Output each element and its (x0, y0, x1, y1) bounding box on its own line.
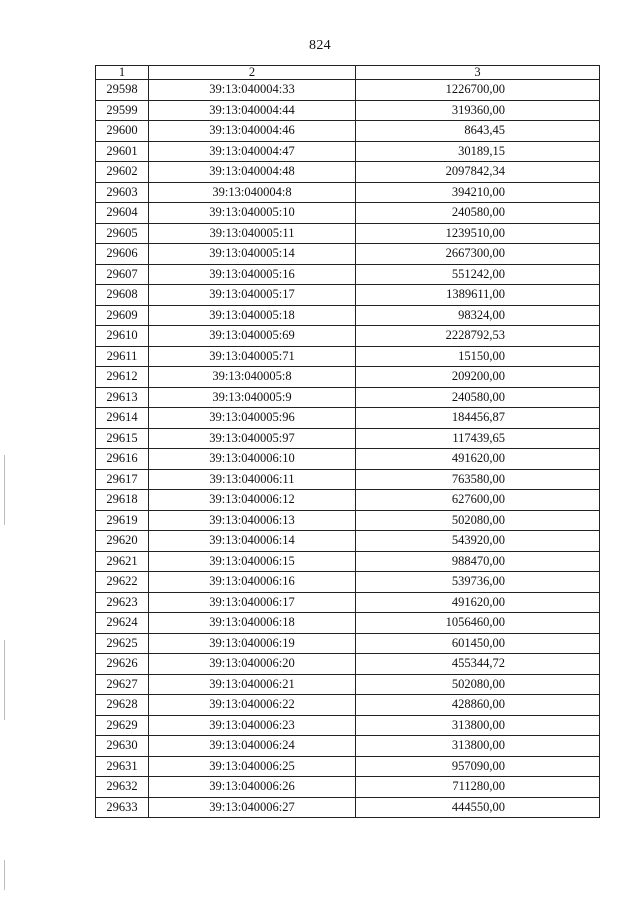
value-cell: 319360,00 (356, 100, 600, 121)
row-number-cell: 29617 (96, 469, 149, 490)
cadastral-number-cell: 39:13:040006:23 (149, 715, 356, 736)
cadastral-number-cell: 39:13:040005:9 (149, 387, 356, 408)
row-number-cell: 29601 (96, 141, 149, 162)
row-number-cell: 29618 (96, 490, 149, 511)
table-row (96, 797, 600, 818)
cadastral-number-cell: 39:13:040006:11 (149, 469, 356, 490)
table-row (96, 449, 600, 470)
row-number-cell: 29609 (96, 305, 149, 326)
cadastral-number-cell: 39:13:040004:48 (149, 162, 356, 183)
table-row (96, 244, 600, 265)
table-row (96, 121, 600, 142)
value-cell: 240580,00 (356, 203, 600, 224)
cadastral-number-cell: 39:13:040006:21 (149, 674, 356, 695)
table-row (96, 715, 600, 736)
table-header (96, 66, 600, 80)
cadastral-number-cell: 39:13:040005:71 (149, 346, 356, 367)
cadastral-number-cell: 39:13:040006:16 (149, 572, 356, 593)
value-cell: 551242,00 (356, 264, 600, 285)
header-col-1: 1 (96, 66, 149, 80)
cadastral-number-cell: 39:13:040006:22 (149, 695, 356, 716)
value-cell: 117439,65 (356, 428, 600, 449)
cadastral-number-cell: 39:13:040006:15 (149, 551, 356, 572)
row-number-cell: 29625 (96, 633, 149, 654)
table-row (96, 100, 600, 121)
table-row (96, 387, 600, 408)
cadastral-number-cell: 39:13:040006:25 (149, 756, 356, 777)
value-cell: 313800,00 (356, 736, 600, 757)
table-row (96, 326, 600, 347)
table-row (96, 654, 600, 675)
cadastral-number-cell: 39:13:040005:8 (149, 367, 356, 388)
table-row (96, 469, 600, 490)
cadastral-number-cell: 39:13:040006:20 (149, 654, 356, 675)
cadastral-number-cell: 39:13:040004:44 (149, 100, 356, 121)
value-cell: 428860,00 (356, 695, 600, 716)
row-number-cell: 29599 (96, 100, 149, 121)
value-cell: 627600,00 (356, 490, 600, 511)
row-number-cell: 29605 (96, 223, 149, 244)
row-number-cell: 29624 (96, 613, 149, 634)
cadastral-number-cell: 39:13:040005:69 (149, 326, 356, 347)
cadastral-number-cell: 39:13:040006:17 (149, 592, 356, 613)
table-body (96, 80, 600, 818)
row-number-cell: 29612 (96, 367, 149, 388)
table-row (96, 674, 600, 695)
value-cell: 8643,45 (356, 121, 600, 142)
row-number-cell: 29614 (96, 408, 149, 429)
row-number-cell: 29630 (96, 736, 149, 757)
cadastral-number-cell: 39:13:040006:24 (149, 736, 356, 757)
table-row (96, 182, 600, 203)
value-cell: 98324,00 (356, 305, 600, 326)
row-number-cell: 29622 (96, 572, 149, 593)
row-number-cell: 29598 (96, 80, 149, 101)
value-cell: 539736,00 (356, 572, 600, 593)
row-number-cell: 29633 (96, 797, 149, 818)
value-cell: 240580,00 (356, 387, 600, 408)
value-cell: 1389611,00 (356, 285, 600, 306)
table-row (96, 756, 600, 777)
cadastral-number-cell: 39:13:040005:18 (149, 305, 356, 326)
table-row (96, 531, 600, 552)
value-cell: 502080,00 (356, 510, 600, 531)
header-col-3: 3 (356, 66, 600, 80)
value-cell: 2228792,53 (356, 326, 600, 347)
page-number: 824 (309, 38, 331, 53)
value-cell: 502080,00 (356, 674, 600, 695)
row-number-cell: 29610 (96, 326, 149, 347)
cadastral-number-cell: 39:13:040006:27 (149, 797, 356, 818)
value-cell: 1239510,00 (356, 223, 600, 244)
table-row (96, 408, 600, 429)
row-number-cell: 29616 (96, 449, 149, 470)
table-row (96, 264, 600, 285)
row-number-cell: 29602 (96, 162, 149, 183)
header-row (96, 66, 600, 80)
cadastral-number-cell: 39:13:040004:33 (149, 80, 356, 101)
cadastral-number-cell: 39:13:040004:46 (149, 121, 356, 142)
cadastral-number-cell: 39:13:040006:14 (149, 531, 356, 552)
cadastral-number-cell: 39:13:040005:11 (149, 223, 356, 244)
row-number-cell: 29603 (96, 182, 149, 203)
row-number-cell: 29623 (96, 592, 149, 613)
table-row (96, 613, 600, 634)
row-number-cell: 29600 (96, 121, 149, 142)
table-row (96, 428, 600, 449)
row-number-cell: 29606 (96, 244, 149, 265)
cadastral-number-cell: 39:13:040005:10 (149, 203, 356, 224)
table-row (96, 346, 600, 367)
cadastral-number-cell: 39:13:040005:16 (149, 264, 356, 285)
row-number-cell: 29631 (96, 756, 149, 777)
table-row (96, 633, 600, 654)
scan-margin-line (4, 860, 5, 890)
table-row (96, 80, 600, 101)
cadastral-number-cell: 39:13:040004:8 (149, 182, 356, 203)
cadastral-number-cell: 39:13:040005:96 (149, 408, 356, 429)
row-number-cell: 29611 (96, 346, 149, 367)
table-row (96, 367, 600, 388)
value-cell: 30189,15 (356, 141, 600, 162)
cadastral-number-cell: 39:13:040006:10 (149, 449, 356, 470)
value-cell: 957090,00 (356, 756, 600, 777)
cadastral-number-cell: 39:13:040006:12 (149, 490, 356, 511)
row-number-cell: 29628 (96, 695, 149, 716)
value-cell: 543920,00 (356, 531, 600, 552)
table-row (96, 223, 600, 244)
value-cell: 15150,00 (356, 346, 600, 367)
scan-margin-line (4, 640, 5, 720)
table-row (96, 777, 600, 798)
row-number-cell: 29613 (96, 387, 149, 408)
row-number-cell: 29627 (96, 674, 149, 695)
value-cell: 763580,00 (356, 469, 600, 490)
table-row (96, 592, 600, 613)
cadastral-number-cell: 39:13:040006:13 (149, 510, 356, 531)
value-cell: 601450,00 (356, 633, 600, 654)
cadastral-number-cell: 39:13:040006:18 (149, 613, 356, 634)
row-number-cell: 29607 (96, 264, 149, 285)
table-row (96, 551, 600, 572)
table-row (96, 305, 600, 326)
value-cell: 491620,00 (356, 449, 600, 470)
table-row (96, 572, 600, 593)
row-number-cell: 29632 (96, 777, 149, 798)
header-col-2: 2 (149, 66, 356, 80)
table-row (96, 162, 600, 183)
value-cell: 313800,00 (356, 715, 600, 736)
value-cell: 1226700,00 (356, 80, 600, 101)
value-cell: 491620,00 (356, 592, 600, 613)
cadastral-number-cell: 39:13:040005:14 (149, 244, 356, 265)
table-row (96, 490, 600, 511)
row-number-cell: 29619 (96, 510, 149, 531)
cadastral-number-cell: 39:13:040005:97 (149, 428, 356, 449)
cadastral-number-cell: 39:13:040006:26 (149, 777, 356, 798)
table-row (96, 285, 600, 306)
value-cell: 2667300,00 (356, 244, 600, 265)
row-number-cell: 29608 (96, 285, 149, 306)
row-number-cell: 29626 (96, 654, 149, 675)
value-cell: 444550,00 (356, 797, 600, 818)
value-cell: 988470,00 (356, 551, 600, 572)
row-number-cell: 29621 (96, 551, 149, 572)
value-cell: 711280,00 (356, 777, 600, 798)
value-cell: 1056460,00 (356, 613, 600, 634)
value-cell: 394210,00 (356, 182, 600, 203)
value-cell: 455344,72 (356, 654, 600, 675)
table-row (96, 141, 600, 162)
table-row (96, 736, 600, 757)
value-cell: 2097842,34 (356, 162, 600, 183)
registry-table (95, 65, 600, 818)
row-number-cell: 29604 (96, 203, 149, 224)
table-row (96, 510, 600, 531)
value-cell: 209200,00 (356, 367, 600, 388)
table-row (96, 203, 600, 224)
row-number-cell: 29615 (96, 428, 149, 449)
cadastral-number-cell: 39:13:040006:19 (149, 633, 356, 654)
cadastral-number-cell: 39:13:040004:47 (149, 141, 356, 162)
value-cell: 184456,87 (356, 408, 600, 429)
row-number-cell: 29620 (96, 531, 149, 552)
row-number-cell: 29629 (96, 715, 149, 736)
cadastral-number-cell: 39:13:040005:17 (149, 285, 356, 306)
table-row (96, 695, 600, 716)
scan-margin-line (4, 455, 5, 525)
